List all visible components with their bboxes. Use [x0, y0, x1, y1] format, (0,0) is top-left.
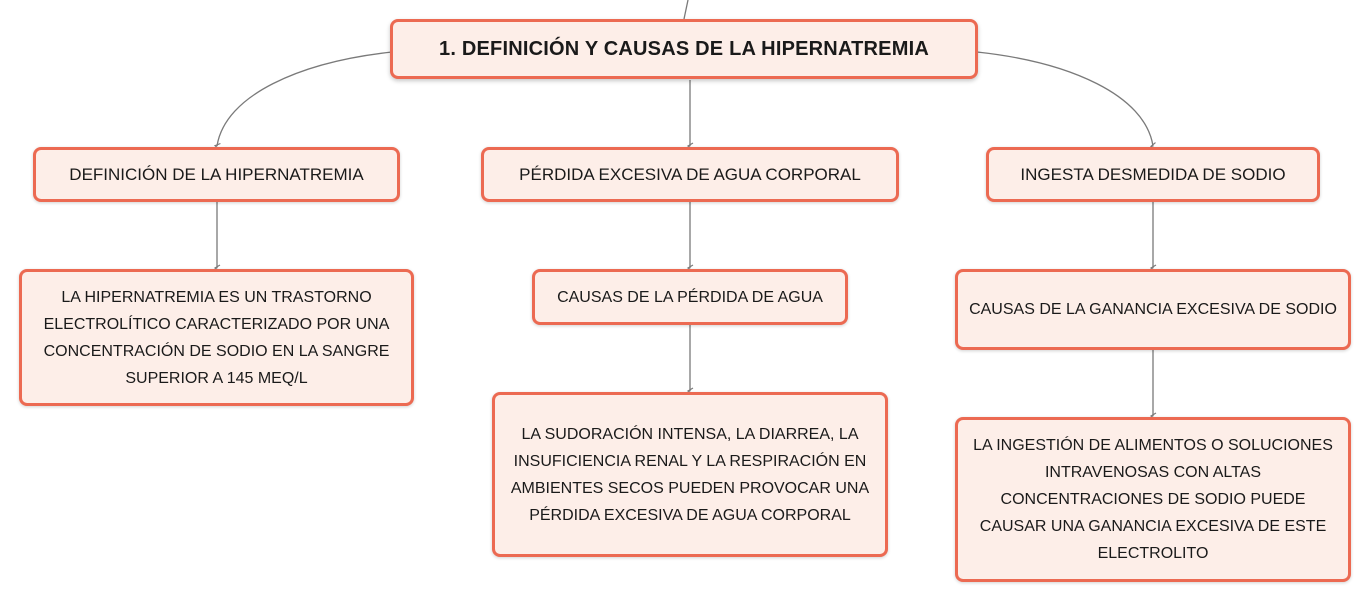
connector-root-to-ingesta: [977, 52, 1153, 146]
subtopic-causas-perdida-agua[interactable]: CAUSAS DE LA PÉRDIDA DE AGUA: [532, 269, 848, 325]
connector-parent-to-root: [684, 0, 688, 19]
topic-ingesta-sodio[interactable]: INGESTA DESMEDIDA DE SODIO: [986, 147, 1320, 202]
subtopic-ganancia-sodio-detalle[interactable]: LA INGESTIÓN DE ALIMENTOS O SOLUCIONES INTRAVENOSAS CON ALTAS CONCENTRACIONES DE SODIO PUEDE CAUSAR UNA GANANCIA EXCESIVA DE ESTE ELECTROLITO: [955, 417, 1351, 582]
subtopic-perdida-agua-detalle[interactable]: LA SUDORACIÓN INTENSA, LA DIARREA, LA INSUFICIENCIA RENAL Y LA RESPIRACIÓN EN AMBIENTES SECOS PUEDEN PROVOCAR UNA PÉRDIDA EXCESIVA DE AGUA CORPORAL: [492, 392, 888, 557]
subtopic-definicion-detalle[interactable]: LA HIPERNATREMIA ES UN TRASTORNO ELECTROLÍTICO CARACTERIZADO POR UNA CONCENTRACIÓN DE SODIO EN LA SANGRE SUPERIOR A 145 MEQ/L: [19, 269, 414, 406]
connector-root-to-definicion: [217, 52, 392, 146]
topic-perdida-agua-corporal[interactable]: PÉRDIDA EXCESIVA DE AGUA CORPORAL: [481, 147, 899, 202]
subtopic-causas-ganancia-sodio[interactable]: CAUSAS DE LA GANANCIA EXCESIVA DE SODIO: [955, 269, 1351, 350]
topic-definicion-hipernatremia[interactable]: DEFINICIÓN DE LA HIPERNATREMIA: [33, 147, 400, 202]
root-topic[interactable]: 1. DEFINICIÓN Y CAUSAS DE LA HIPERNATREMIA: [390, 19, 978, 79]
